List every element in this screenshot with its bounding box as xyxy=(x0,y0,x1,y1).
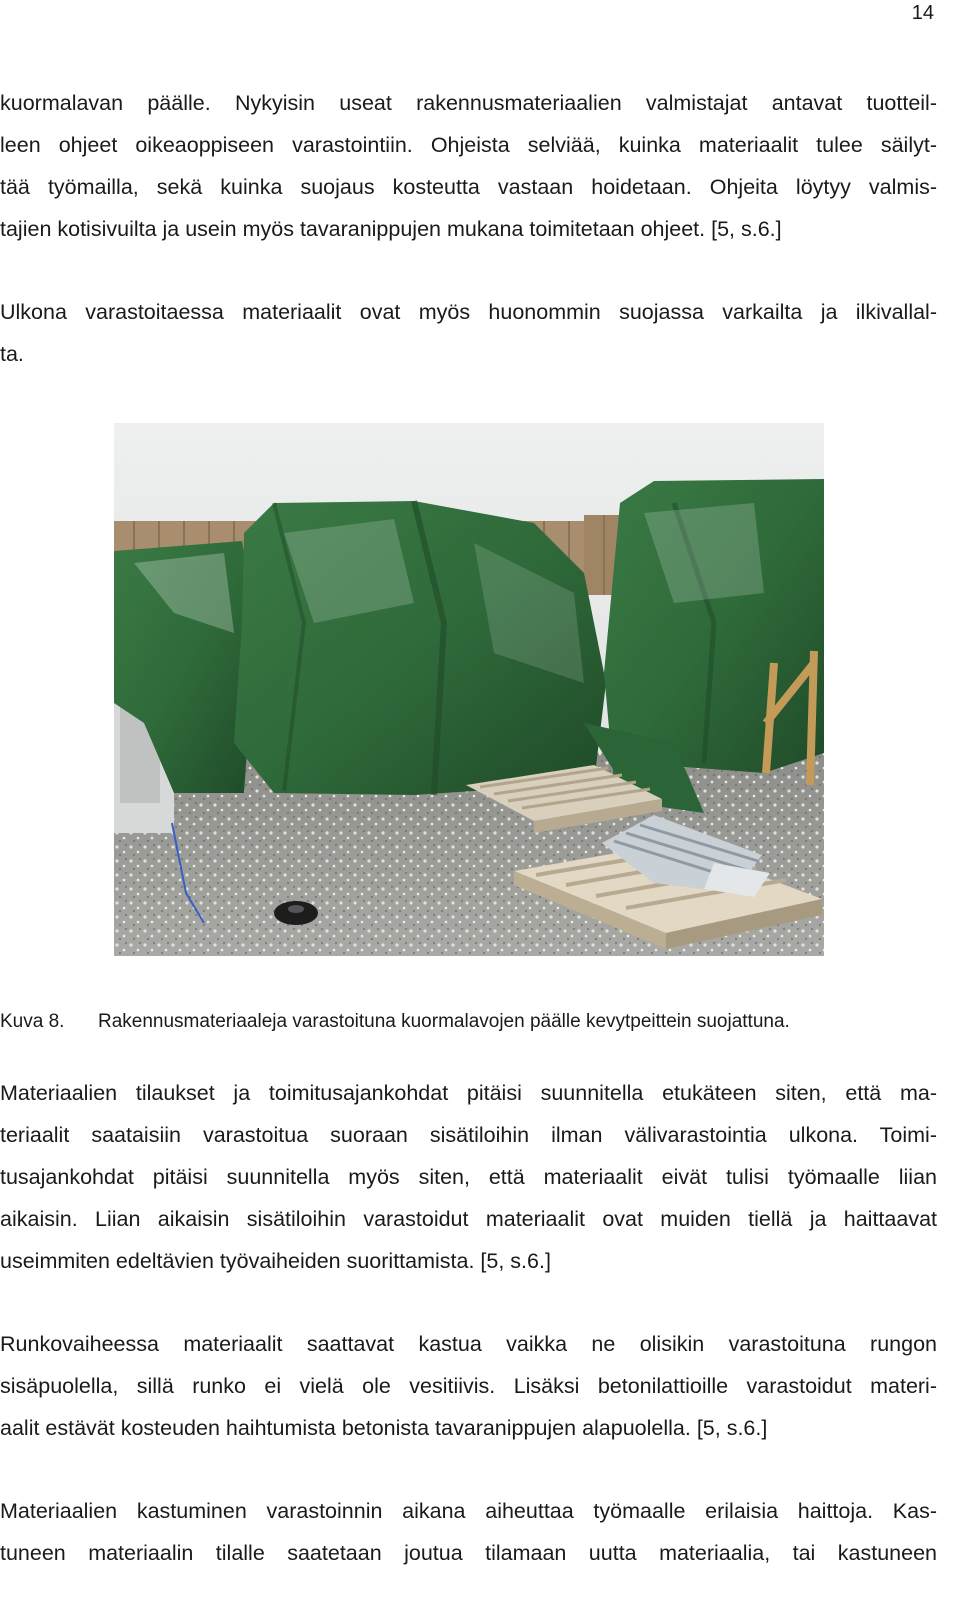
covered-stack-left xyxy=(114,541,256,833)
paragraph xyxy=(0,291,937,375)
covered-stack-center xyxy=(234,501,606,795)
text-line: ta. xyxy=(0,342,24,366)
text-line: tusajankohdat pitäisi suunnitella myös siten, että materiaalit eivät tulisi työmaalle liian xyxy=(0,1165,937,1189)
text-line: Ulkona varastoitaessa materiaalit ovat myös huonommin suojassa varkailta ja ilkivallal- xyxy=(0,300,937,324)
text-line: aalit estävät kosteuden haihtumista betonista tavaranippujen alapuolella. [5, s.6.] xyxy=(0,1416,768,1440)
figure-photo xyxy=(114,423,824,956)
text-line: Materiaalien kastuminen varastoinnin aikana aiheuttaa työmaalle erilaisia haittoja. Kas- xyxy=(0,1499,937,1523)
text-line: Runkovaiheessa materiaalit saattavat kastua vaikka ne olisikin varastoituna rungon xyxy=(0,1332,937,1356)
black-weight xyxy=(274,901,318,925)
text-line: useimmiten edeltävien työvaiheiden suorittamista. [5, s.6.] xyxy=(0,1249,551,1273)
paragraph xyxy=(0,82,937,250)
covered-stack-right xyxy=(584,479,824,813)
text-line: aikaisin. Liian aikaisin sisätiloihin varastoidut materiaalit ovat muiden tiellä ja haittaavat xyxy=(0,1207,937,1231)
page-number: 14 xyxy=(911,2,934,24)
caption-label: Kuva 8. xyxy=(0,1011,65,1032)
text-line: tää työmailla, sekä kuinka suojaus kosteutta vastaan hoidetaan. Ohjeita löytyy valmis- xyxy=(0,175,937,199)
paragraph xyxy=(0,1490,937,1574)
text-line: kuormalavan päälle. Nykyisin useat rakennusmateriaalien valmistajat antavat tuotteil- xyxy=(0,91,937,115)
text-line: tuneen materiaalin tilalle saatetaan joutua tilamaan uutta materiaalia, tai kastuneen xyxy=(0,1541,937,1565)
text-line: sisäpuolella, sillä runko ei vielä ole vesitiivis. Lisäksi betonilattioille varastoidut materi- xyxy=(0,1374,937,1398)
paragraph xyxy=(0,1072,937,1282)
paragraph xyxy=(0,1323,937,1449)
text-line: Materiaalien tilaukset ja toimitusajankohdat pitäisi suunnitella etukäteen siten, että ma- xyxy=(0,1081,937,1105)
text-line: tajien kotisivuilta ja usein myös tavaranippujen mukana toimitetaan ohjeet. [5, s.6.] xyxy=(0,217,782,241)
text-line: leen ohjeet oikeaoppiseen varastointiin. Ohjeista selviää, kuinka materiaalit tulee säilyt- xyxy=(0,133,937,157)
text-line: teriaalit saataisiin varastoitua suoraan sisätiloihin ilman välivarastointia ulkona. Toimi- xyxy=(0,1123,937,1147)
figure-caption xyxy=(0,1011,790,1033)
caption-text: Rakennusmateriaaleja varastoituna kuormalavojen päälle kevytpeittein suojattuna. xyxy=(98,1011,790,1032)
